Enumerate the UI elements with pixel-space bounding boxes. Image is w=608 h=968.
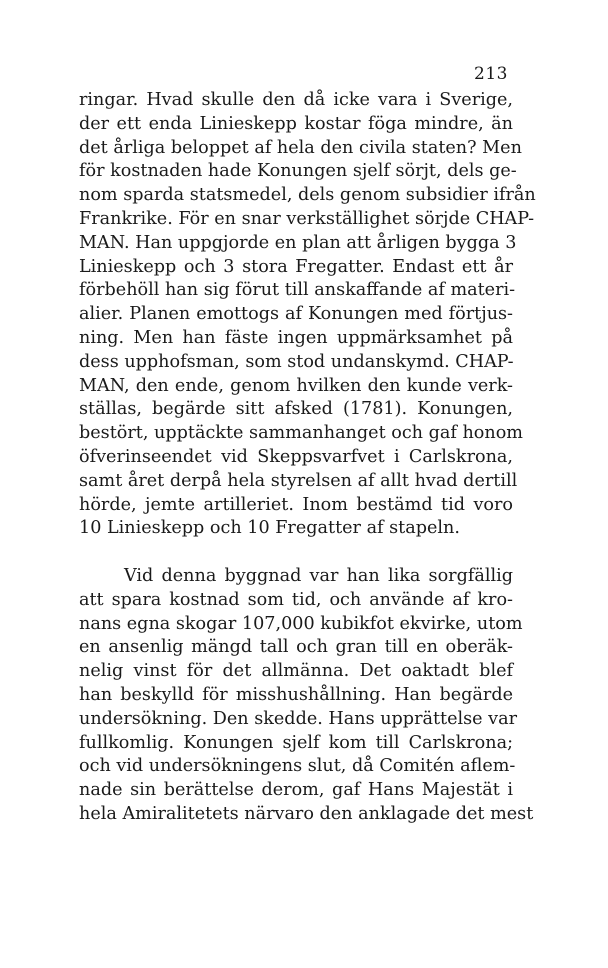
text-line: hörde, jemte artilleriet. Inom bestämd tid voro xyxy=(79,494,513,515)
text-line: bestört, upptäckte sammanhanget och gaf honom xyxy=(79,423,523,444)
text-line: der ett enda Linieskepp kostar föga mindre, än xyxy=(79,113,513,134)
text-line: ringar. Hvad skulle den då icke vara i Sverige, xyxy=(79,90,513,110)
text-line: för kostnaden hade Konungen sjelf sörjt, dels ge- xyxy=(79,161,517,182)
text-line: MAN, den ende, genom hvilken den kunde verk- xyxy=(79,375,513,396)
text-line: hela Amiralitetets närvaro den anklagade det mest xyxy=(79,803,534,824)
text-line: alier. Planen emottogs af Konungen med förtjus- xyxy=(79,304,513,325)
text-line: fullkomlig. Konungen sjelf kom till Carlskrona; xyxy=(79,732,513,753)
text-line: Vid denna byggnad var han lika sorgfällig xyxy=(124,566,513,586)
text-line: förbehöll han sig förut till anskaffande af materi- xyxy=(79,280,516,301)
paragraph-1 xyxy=(79,89,536,541)
text-line: Linieskepp och 3 stora Fregatter. Endast ett år xyxy=(79,256,513,277)
text-line: samt året derpå hela styrelsen af allt hvad dertill xyxy=(79,470,518,491)
text-line: ning. Men han fäste ingen uppmärksamhet på xyxy=(79,327,513,348)
text-line: att spara kostnad som tid, och använde af kro- xyxy=(79,589,513,610)
page-number: 213 xyxy=(474,64,508,84)
text-line: undersökning. Den skedde. Hans upprättelse var xyxy=(79,708,518,729)
text-line: 10 Linieskepp och 10 Fregatter af stapeln. xyxy=(79,518,460,539)
text-line: ställas, begärde sitt afsked (1781). Konungen, xyxy=(79,399,513,420)
paragraph-2 xyxy=(79,565,534,827)
text-line: en ansenlig mängd tall och gran till en oberäk- xyxy=(79,637,513,658)
text-line: han beskylld för misshushållning. Han begärde xyxy=(79,684,513,705)
text-line: det årliga beloppet af hela den civila staten? Men xyxy=(79,137,522,158)
text-line: och vid undersökningens slut, då Comitén aflem- xyxy=(79,756,516,777)
text-line: öfverinseendet vid Skeppsvarfvet i Carlskrona, xyxy=(79,446,513,467)
text-line: MAN. Han uppgjorde en plan att årligen bygga 3 xyxy=(79,232,517,253)
text-line: nade sin berättelse derom, gaf Hans Majestät i xyxy=(79,780,513,801)
text-line: dess upphofsman, som stod undanskymd. CHAP- xyxy=(79,351,514,372)
text-line: nelig vinst för det allmänna. Det oaktadt blef xyxy=(79,661,513,682)
text-line: nans egna skogar 107,000 kubikfot ekvirke, utom xyxy=(79,613,523,634)
text-line: Frankrike. För en snar verkställighet sörjde CHAP- xyxy=(79,208,535,229)
text-line: nom sparda statsmedel, dels genom subsidier ifrån xyxy=(79,185,536,206)
